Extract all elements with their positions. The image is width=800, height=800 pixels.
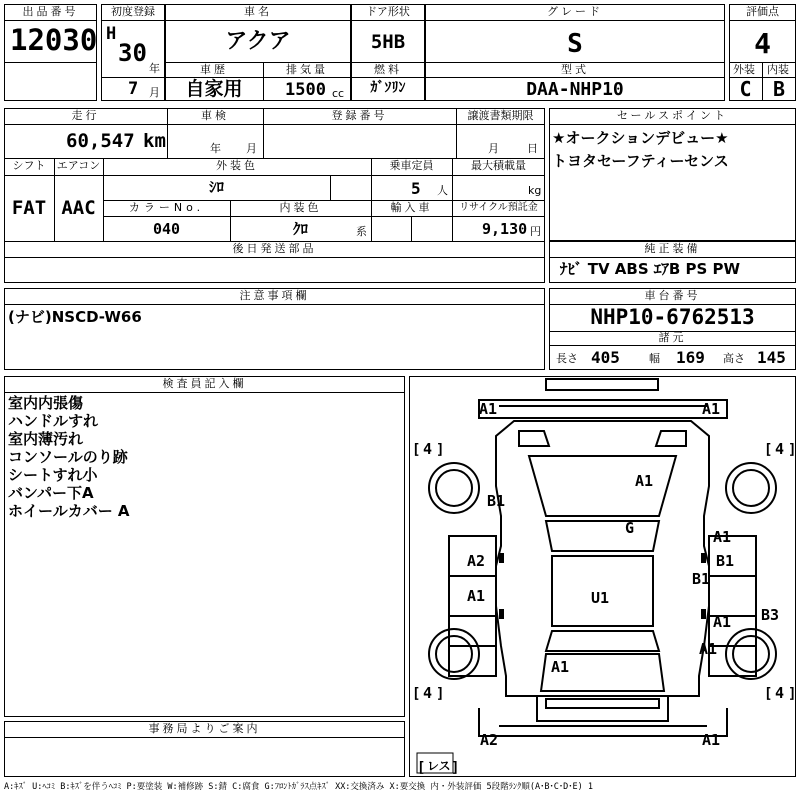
sales-points-box (549, 108, 796, 241)
code-front-left: A1 (479, 400, 498, 418)
history-label: 車歴 (200, 63, 228, 76)
svg-text:[: [ (412, 686, 421, 702)
code-right-door-front: A1 (713, 528, 732, 546)
mileage-label: 走行 (71, 109, 100, 122)
grade-label: グレード (547, 5, 603, 18)
inspector-note: 室内内張傷 (8, 394, 84, 412)
displacement: 1500 (285, 80, 326, 100)
length-label: 長さ (556, 352, 578, 365)
code-roof: G (625, 519, 635, 537)
mileage: 60,547 (66, 130, 135, 152)
inspection-month-unit: 月 (246, 142, 257, 155)
shift-label: シフト (12, 159, 46, 172)
code-rear-left: A2 (480, 731, 499, 749)
height-value: 145 (757, 348, 786, 367)
registration-year: 30 (118, 39, 147, 67)
front-bumper (479, 400, 727, 418)
svg-text:[: [ (417, 760, 426, 776)
import-label: 輸入車 (390, 201, 433, 214)
transfer-month-unit: 月 (488, 142, 499, 155)
fuel-label: 燃料 (374, 63, 402, 76)
width-label: 幅 (649, 352, 660, 365)
rear-window (546, 631, 659, 651)
length-value: 405 (591, 348, 620, 367)
interior-label: 内装 (767, 63, 789, 76)
ac-label: エアコン (56, 159, 101, 172)
windshield (546, 521, 659, 551)
transfer-day-unit: 日 (527, 142, 538, 155)
caution-label: 注意事項欄 (239, 289, 310, 302)
tire-rr-tread: 4 (775, 684, 785, 702)
shift: FAT (11, 197, 47, 219)
hood (529, 456, 676, 516)
tire-fr-tread: 4 (775, 440, 785, 458)
svg-text:]: ] (436, 686, 445, 702)
deferred-parts-label: 後日発送部品 (232, 242, 317, 255)
interior-grade: B (772, 77, 786, 101)
inspector-note: ハンドルすれ (8, 412, 99, 430)
inspector-notes (8, 394, 130, 520)
color-number: 040 (152, 220, 181, 238)
sales-points-label: セールスポイント (616, 109, 728, 122)
ac: AAC (61, 197, 96, 219)
svg-text:]: ] (788, 686, 796, 702)
capacity-label: 乗車定員 (389, 159, 434, 172)
code-left-fender: B1 (487, 492, 506, 510)
color-number-label: カラーNo. (128, 201, 205, 214)
svg-text:[: [ (764, 442, 773, 458)
legend: A:ｷｽﾞ U:ﾍｺﾐ B:ｷｽﾞを伴うﾍｺﾐ P:要塗装 W:補修跡 S:錆 C:腐食 G:ﾌﾛﾝﾄｶﾞﾗｽ点ｷｽﾞ XX:交換済み X:要交換 内・外装評価 5段階ﾗﾝｸ順(A･B･C･D･E) 1 (4, 782, 593, 792)
year-unit: 年 (149, 62, 160, 75)
caution-note: (ナビ)NSCD-W66 (8, 308, 142, 326)
inspection-year-unit: 年 (210, 142, 221, 155)
chassis-label: 車台番号 (644, 289, 701, 302)
inspector-note: ホイールカバー A (8, 502, 130, 520)
rear-plate (546, 699, 659, 708)
recycle-fee-unit: 円 (530, 225, 541, 238)
lot-number-label: 出品番号 (22, 5, 79, 18)
score: 4 (754, 27, 771, 60)
chassis-number: NHP10-6762513 (590, 305, 755, 329)
max-load-unit: kg (528, 184, 542, 197)
month-unit: 月 (149, 86, 160, 99)
inspector-note: コンソールのり跡 (8, 448, 128, 466)
code-right-pillar: B1 (692, 570, 711, 588)
svg-text:[: [ (764, 686, 773, 702)
first-registration-label: 初度登録 (111, 5, 155, 18)
displacement-unit: cc (332, 87, 345, 100)
tire-rl-tread: 4 (423, 684, 433, 702)
code-right-door-b1: B1 (716, 552, 735, 570)
code-trunk: A1 (551, 658, 570, 676)
svg-text:]: ] (788, 442, 796, 458)
code-hood: A1 (635, 472, 654, 490)
exterior-grade: C (739, 77, 752, 101)
capacity: 5 (411, 179, 421, 198)
svg-text:[: [ (412, 442, 421, 458)
code-right-rear-fender: A1 (699, 640, 718, 658)
spare-tire-status: レス (427, 759, 451, 773)
model-code-label: 型式 (561, 63, 589, 76)
registration-month: 7 (128, 79, 139, 99)
era: H (106, 24, 117, 44)
width-value: 169 (676, 348, 705, 367)
svg-text:]: ] (436, 442, 445, 458)
sales-point-line-2: トヨタセーフティーセンス (552, 152, 729, 170)
code-roof-center: U1 (591, 589, 610, 607)
max-load-label: 最大積載量 (471, 159, 526, 172)
exterior-label: 外装 (733, 63, 755, 76)
tire-fl-tread: 4 (423, 440, 433, 458)
svg-text:]: ] (451, 760, 460, 776)
inspector-label: 検査員記入欄 (162, 377, 247, 390)
exterior-color: ｼﾛ (208, 178, 224, 196)
inspector-note: シートすれ小 (8, 466, 98, 484)
car-damage-diagram (409, 376, 796, 777)
code-rear-right: A1 (702, 731, 721, 749)
door-label: ドア形状 (366, 5, 410, 18)
exterior-color-label: 外装色 (216, 159, 258, 172)
car-name: アクア (225, 29, 291, 54)
front-plate (546, 379, 658, 390)
grade: S (567, 29, 583, 59)
sales-point-line-1: ★オークションデビュー★ (552, 129, 729, 147)
displacement-label: 排気量 (286, 63, 328, 76)
model-code: DAA-NHP10 (526, 79, 624, 100)
recycle-fee-label: リサイクル預託金 (459, 202, 538, 213)
fuel: ｶﾞｿﾘﾝ (370, 80, 406, 96)
score-label: 評価点 (746, 5, 779, 18)
dimensions-label: 諸元 (658, 331, 687, 344)
registration-number-label: 登録番号 (331, 109, 388, 122)
inspector-note: バンパー下A (8, 484, 94, 502)
inspection-label: 車検 (201, 109, 229, 122)
office-label: 事務局よりご案内 (148, 722, 261, 735)
transfer-deadline-label: 譲渡書類期限 (467, 109, 534, 122)
code-right-door-rear: A1 (713, 613, 732, 631)
equipment-label: 純正装備 (644, 242, 701, 255)
history: 自家用 (185, 78, 243, 100)
recycle-fee: 9,130 (482, 220, 528, 238)
interior-color-label: 内装色 (279, 201, 322, 214)
car-name-label: 車名 (244, 5, 272, 18)
inspector-note: 室内薄汚れ (8, 430, 84, 448)
interior-color-unit: 系 (356, 225, 367, 238)
equipment-list: ﾅﾋﾞ TV ABS ｴｱB PS PW (560, 260, 741, 278)
code-front-right: A1 (702, 400, 721, 418)
capacity-unit: 人 (437, 184, 448, 197)
code-right-side: B3 (761, 606, 780, 624)
code-left-door-front: A2 (467, 552, 486, 570)
mileage-unit: km (143, 130, 166, 152)
door-type: 5HB (370, 31, 406, 53)
height-label: 高さ (723, 352, 745, 365)
lot-number: 12030 (10, 23, 98, 57)
code-left-door-rear: A1 (467, 587, 486, 605)
interior-color: ｸﾛ (292, 220, 308, 238)
